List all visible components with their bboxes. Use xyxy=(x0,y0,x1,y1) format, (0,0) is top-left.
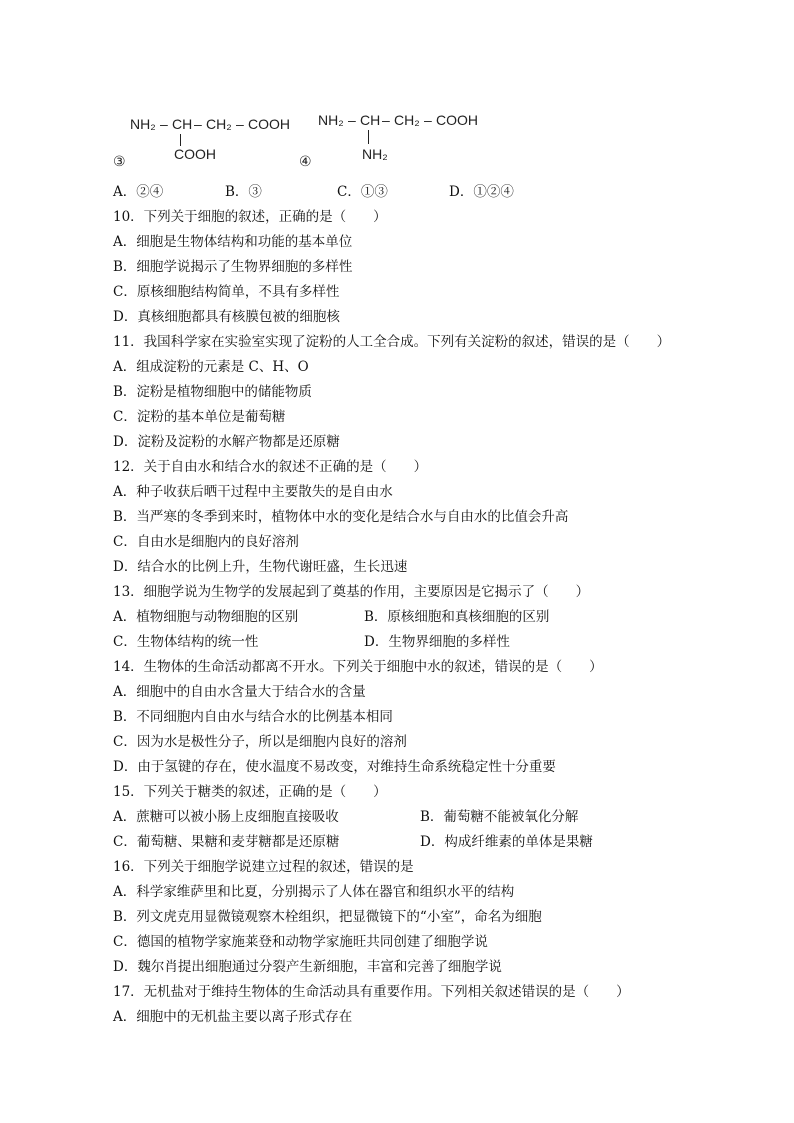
s3-cooh-bottom: COOH xyxy=(174,146,216,162)
q12-option-a: A．种子收获后晒干过程中主要散失的是自由水 xyxy=(113,484,393,500)
q16-option-a: A．科学家维萨里和比夏，分别揭示了人体在器官和组织水平的结构 xyxy=(113,884,515,900)
q13-option-c: C．生物体结构的统一性 xyxy=(113,634,259,650)
q17-option-a: A．细胞中的无机盐主要以离子形式存在 xyxy=(113,1009,353,1025)
s3-ch2: CH₂ xyxy=(206,116,232,132)
structure-4 xyxy=(318,108,488,168)
q13-option-b: B．原核细胞和真核细胞的区别 xyxy=(364,609,550,625)
s4-nh2-bottom: NH₂ xyxy=(362,146,388,162)
q13-option-d: D．生物界细胞的多样性 xyxy=(364,634,510,650)
s4-ch2: CH₂ xyxy=(394,112,420,128)
q11-option-d: D．淀粉及淀粉的水解产物都是还原糖 xyxy=(113,434,340,450)
q15-option-a: A．蔗糖可以被小肠上皮细胞直接吸收 xyxy=(113,809,339,825)
q11-option-b: B．淀粉是植物细胞中的储能物质 xyxy=(113,384,312,400)
q13-option-a: A．植物细胞与动物细胞的区别 xyxy=(113,609,299,625)
s3-nh2: NH₂ xyxy=(130,116,156,132)
s3-vertical-bond xyxy=(180,134,181,146)
q10-option-d: D．真核细胞都具有核膜包被的细胞核 xyxy=(113,309,340,325)
s4-bond-2: – xyxy=(382,112,390,128)
q14-stem: 14．生物体的生命活动都离不开水。下列关于细胞中水的叙述，错误的是（ ） xyxy=(113,659,603,675)
q9-option-b: B．③ xyxy=(225,184,262,200)
s3-ch: CH xyxy=(172,116,193,132)
q17-stem: 17．无机盐对于维持生物体的生命活动具有重要作用。下列相关叙述错误的是（ ） xyxy=(113,984,630,1000)
marker-3: ③ xyxy=(113,154,126,170)
q10-stem: 10．下列关于细胞的叙述，正确的是（ ） xyxy=(113,209,387,225)
q14-option-c: C．因为水是极性分子，所以是细胞内良好的溶剂 xyxy=(113,734,407,750)
q16-option-d: D．魏尔肖提出细胞通过分裂产生新细胞，丰富和完善了细胞学说 xyxy=(113,959,502,975)
q15-option-c: C．葡萄糖、果糖和麦芽糖都是还原糖 xyxy=(113,834,340,850)
q10-option-b: B．细胞学说揭示了生物界细胞的多样性 xyxy=(113,259,353,275)
q15-option-b: B．葡萄糖不能被氧化分解 xyxy=(420,809,579,825)
s4-bond-3: – xyxy=(424,112,432,128)
structure-3 xyxy=(130,112,300,168)
s4-bond-1: – xyxy=(348,112,356,128)
s3-bond-2: – xyxy=(194,116,202,132)
q14-option-a: A．细胞中的自由水含量大于结合水的含量 xyxy=(113,684,366,700)
q15-stem: 15．下列关于糖类的叙述，正确的是（ ） xyxy=(113,784,387,800)
q9-option-d: D．①②④ xyxy=(449,184,514,200)
q11-option-a: A．组成淀粉的元素是 C、H、O xyxy=(113,359,309,375)
q9-option-c: C．①③ xyxy=(337,184,388,200)
s4-cooh-right: COOH xyxy=(436,112,478,128)
q14-option-b: B．不同细胞内自由水与结合水的比例基本相同 xyxy=(113,709,393,725)
q12-option-b: B．当严寒的冬季到来时，植物体中水的变化是结合水与自由水的比值会升高 xyxy=(113,509,569,525)
q10-option-c: C．原核细胞结构简单，不具有多样性 xyxy=(113,284,340,300)
q12-option-c: C．自由水是细胞内的良好溶剂 xyxy=(113,534,299,550)
q15-option-d: D．构成纤维素的单体是果糖 xyxy=(420,834,593,850)
marker-4: ④ xyxy=(299,154,312,170)
q14-option-d: D．由于氢键的存在，使水温度不易改变，对维持生命系统稳定性十分重要 xyxy=(113,759,556,775)
q12-stem: 12．关于自由水和结合水的叙述不正确的是（ ） xyxy=(113,459,428,475)
q11-stem: 11．我国科学家在实验室实现了淀粉的人工全合成。下列有关淀粉的叙述，错误的是（ ） xyxy=(113,334,671,350)
s3-bond-1: – xyxy=(160,116,168,132)
s4-vertical-bond xyxy=(368,130,369,144)
s3-cooh-right: COOH xyxy=(248,116,290,132)
q12-option-d: D．结合水的比例上升，生物代谢旺盛，生长迅速 xyxy=(113,559,408,575)
q9-option-a: A．②④ xyxy=(113,184,164,200)
s4-nh2: NH₂ xyxy=(318,112,344,128)
q16-option-c: C．德国的植物学家施莱登和动物学家施旺共同创建了细胞学说 xyxy=(113,934,488,950)
q13-stem: 13．细胞学说为生物学的发展起到了奠基的作用，主要原因是它揭示了（ ） xyxy=(113,584,590,600)
q16-stem: 16．下列关于细胞学说建立过程的叙述，错误的是 xyxy=(113,859,414,875)
q16-option-b: B．列文虎克用显微镜观察木栓组织，把显微镜下的“小室”，命名为细胞 xyxy=(113,909,542,925)
s4-ch: CH xyxy=(360,112,381,128)
s3-bond-3: – xyxy=(236,116,244,132)
q11-option-c: C．淀粉的基本单位是葡萄糖 xyxy=(113,409,286,425)
q10-option-a: A．细胞是生物体结构和功能的基本单位 xyxy=(113,234,353,250)
